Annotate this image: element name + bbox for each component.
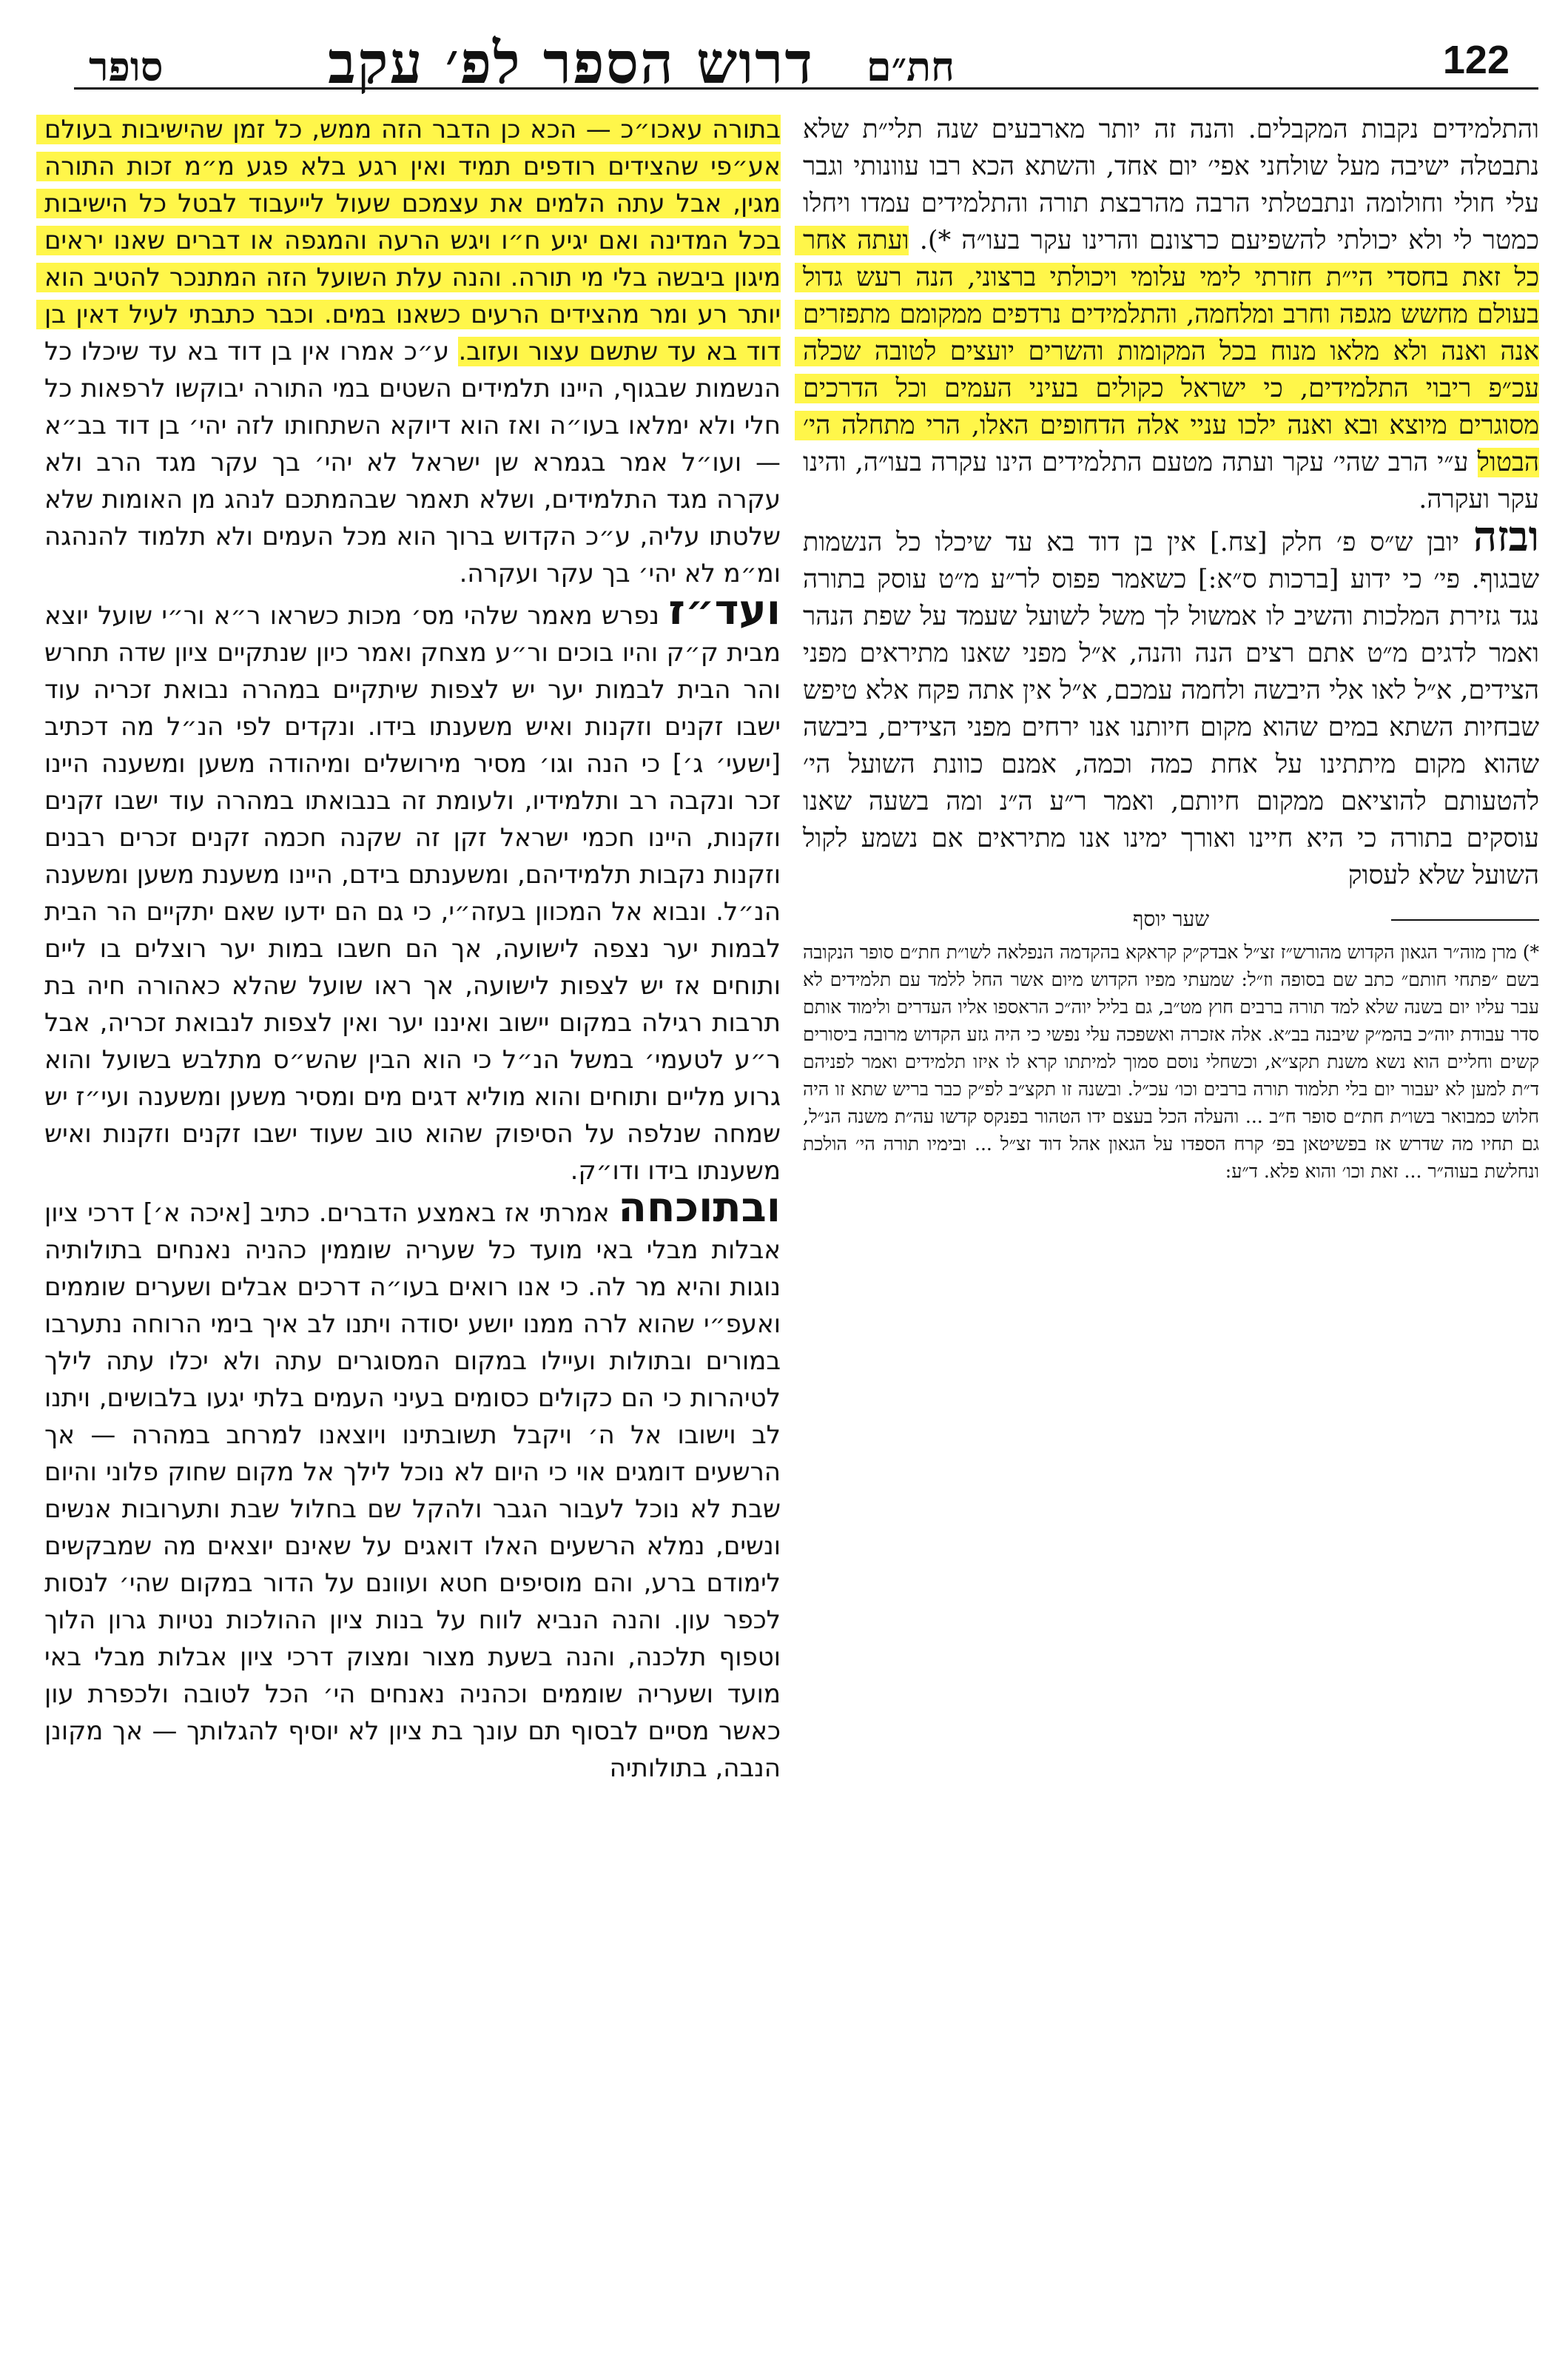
left-paragraph-1 xyxy=(36,111,781,592)
footnote-text: *) מרן מוה״ר הגאון הקדוש מהורש״ז זצ״ל אבדק״ק קראקא בהקדמה הנפלאה לשו״ת חת״ם סופר הנקובה בשם ״פתחי חותם״ כתב שם בסופה וז״ל: שמעתי מפיו הקדוש מיום אשר החל ללמד עם תלמידים לא עבר עליו יום בשנה שלא למד תורה ברבים חוץ מט״ב, גם בליל יוה״כ הראספו אליו העדרים ולימוד אותם סדר עבודת יוה״כ בהמ״ק שיבנה בב״א. אלה אזכרה ואשפכה עלי נפשי כי היה גזע הקדוש מרובה ביסורים קשים וחליים הוא נשא משנת תקצ״א, וכשחלי נוסם סמוך למיתתו קרא לו איזו תלמידים ואמר לפניהם ד״ת למען לא יעבור יום בלי תלמוד תורה ברבים וכו׳ עכ״ל. ובשנה זו תקצ״ב לפ״ק כבר בריש שתא זו היה חלוש כמבואר בשו״ת חת״ם סופר ח״ב ... והעלה הכל בעצם ידו הטהור בפנקס קדשו עה״ת משנה הנ״ל, גם תחיו מה שדרש אז בפשיטאן בפ׳ קרח הספדו על הגאון אהל דוד זצ״ל ... ובימיו תורה הי׳ הולכת ונחלשת בעוה״ר ... זאת וכו׳ והוא פלא. ד״ע: xyxy=(797,941,1539,1182)
right-paragraph-1 xyxy=(794,111,1539,518)
paragraph-lead-word: ועד״ז xyxy=(668,586,781,634)
running-head-title: דרוש הספר לפ׳ עקב xyxy=(328,30,814,97)
running-head-left: סופר xyxy=(89,43,164,90)
paragraph-lead-word: ובזה xyxy=(1473,512,1539,561)
page-number: 122 xyxy=(1442,38,1510,82)
highlighted-passage-left: בתורה עאכו״כ — הכא כן הדבר הזה ממש, כל זמן שהישיבות בעולם אע״פי שהצידים רודפים תמיד ואין רגע בלא פגע מ״מ זכות התורה מגין, אבל עתה הלמים את עצמכם שעול לייעבוד לבטל כל הישיבות בכל המדינה ואם יגיע ח״ו ויגש הרעה והמגפה או דברים שאנו יראים מיגון ביבשה בלי מי תורה. והנה עלת השועל הזה המתנכר להטיב הוא יותר רע ומר מהצידים הרעים כשאנו במים. וכבר כתבתי לעיל דאין בן דוד בא עד שתשם עצור ועזוב. xyxy=(36,115,781,366)
left-paragraph-3-text: אמרתי אז באמצע הדברים. כתיב [איכה א׳] דרכי ציון אבלות מבלי באי מועד כל שעריה שוממין כהניה נאנחים בתולותיה נוגות והיא מר לה. כי אנו רואים בעו״ה דרכים אבלים ושערים שוממים ואעפ״י שהוא לרה ממנו יושע יסודה ויתנו לב איך בימי הרוחה נתערבו במורים ובתולות ועיילו במקום המסוגרים עתה ולא יכלו עתה לילך לטיהרות כי הם כקולים כסומים בעיני העמים בלתי יגעו בלבושים, ויתנו לב וישובו אל ה׳ ויקבל תשובתינו ויוצאנו למרחב במהרה — אך הרשעים דומגים אוי כי היום לא נוכל לילך אל מקום שחוק פלוני והיום שבת לא נוכל לעבור הגבר ולהקל שם בחלול שבת ותערובות אנשים ונשים, נמלא הרשעים האלו דואגים על שאינם יוצאים מה שמבקשים לימודם ברע, והם מוסיפים חטא ועוונם על הדור במקום שהי׳ לנסות לכפר עון. והנה הנביא לווח על בנות ציון ההולכות נטיות גרון הלוך וטפוף תלכנה, והנה בשעת מצור ומצוק דרכי ציון אבלות מבלי באי מועד ושעריה שוממים וכהניה נאנחים הי׳ הכל לטובה ולכפרת עון כאשר מסיים לבסוף תם עונך בת ציון לא יוסיף להגלותך — אך מקונן הנבה, בתולותיה xyxy=(36,1198,781,1783)
running-head-right: חת״ם xyxy=(866,43,955,90)
highlighted-passage-right: ועתה אחר כל זאת בחסדי הי״ת חזרתי לימי עלומי ויכולתי ברצוני, הנה רעש גדול בעולם מחשש מגפה וחרב ומלחמה, והתלמידים נרדפים ממקומם מתפזרים אנה ואנה ולא מלאו מנוח בכל המקומות והשרים יועצים לטובה שכלה עכ״פ ריבוי התלמידים, כי ישראל כקולים בעיני העמים וכל הדרכים מסוגרים מיוצא ובא ואנה ילכו עניי אלה הדחופים האלו, הרי מתחלה הי׳ הבטול xyxy=(794,226,1539,477)
right-column xyxy=(794,111,1539,2324)
footnote-section-title: שער יוסף xyxy=(803,904,1539,934)
right-text-opening: והתלמידים נקבות המקבלים. והנה זה יותר מארבעים שנה תלי״ת שלא נתבטלה ישיבה מעל שולחני אפי׳ יום אחד, והשתא הכא רבו עוונותי וגבר עלי חולי וחולומה ונתבטלתי הרבה מהרבצת תורה והתלמידים עמדו ויחלו כמטר לי ולא יכולתי להשפיעם כרצונם והרינו עקר בעו״ה *). xyxy=(794,115,1539,255)
right-paragraph-2-text: יובן ש״ס פ׳ חלק [צח.] אין בן דוד בא עד שיכלו כל הנשמות שבגוף. פי׳ כי ידוע [ברכות ס״א:] כשאמר פפוס לר״ע מ״ט עוסק בתורה נגד גזירת המלכות והשיב לו אמשול לך משל לשועל שעמד על שפת הנהר ואמר לדגים מ״ט אתם רצים הנה והנה, א״ל מפני שאנו מתיראים מפני הצידים, א״ל לאו אלי היבשה ולחמה עמכם, א״ל אין אתה פקח אלא טיפש שבחיות השתא במים שהוא מקום חיותנו אנו ירחים מפני הצידים, ביבשה שהוא מקום מיתתינו על אחת כמה וכמה, אמנם כוונת השועל הי׳ להטעותם להוציאם ממקום חיותם, ואמר ר״ע ה״נ ומה בשעה שאנו עוסקים בתורה כי היא חיינו ואורך ימינו אנו מתיראים אם נשמע לקול השועל שלא לעסוק xyxy=(794,528,1539,890)
left-paragraph-2 xyxy=(36,586,781,1189)
paragraph-lead-word: ובתוכחה xyxy=(618,1183,781,1232)
page-header xyxy=(44,21,1524,110)
left-paragraph-2-text: נפרש מאמר שלהי מס׳ מכות כשראו ר״א ור״י שועל יוצא מבית ק״ק והיו בוכים ור״ע מצחק ואמר כיון שנתקיים ציון שדה תחרש והר הבית לבמות יער יש לצפות שיתקיים במהרה נבואת זכריה עוד ישבו זקנים וזקנות ואיש משענתו בידו. ונקדים לפי הנ״ל מה דכתיב [ישעי׳ ג׳] כי הנה וגו׳ מסיר מירושלים ומיהודה משען ומשענה היינו זכר ונקבה רב ותלמידיו, ולעומת זה בנבואתו במהרה עוד ישבו זקנים וזקנות, היינו חכמי ישראל זקן זה שקנה חכמה זקנים זכרים רבנים וזקנות נקבות תלמידיהם, ומשענתם בידם, היינו משענת משען ומשענה הנ״ל. ונבוא אל המכוון בעזה״י, כי גם הם ידעו שאם יתקיים הר הבית לבמות יער נצפה לישועה, אך הם חשבו במות יער רוצלים בו ליים ותוחים אז יש לצפות לישועה, אך ראו שועל שהלא כאהורה חיה בת תרבות רגילה במקום יישוב ואיננו יער ואין לצפות לנבואת זכריה, אבל ר״ע לטעמי׳ במשל הנ״ל כי הוא הבין שהש״ס מתלבש בשועל והוא גרוע מליים ותוחים והוא מוליא דגים מים ומסיר משען ומשענה ועי״ז יש שמחה שנלפה על הסיפוק שהוא טוב שעוד ישבו זקנים וזקנות ואיש משענתו בידו ודו״ק. xyxy=(36,601,781,1186)
right-paragraph-2 xyxy=(794,512,1539,894)
left-column xyxy=(36,111,781,2339)
right-text-closing: ע״י הרב שהי׳ עקר ועתה מטעם התלמידים הינו עקרה בעו״ה, והינו עקר ועקרה. xyxy=(794,448,1539,514)
left-paragraph-3 xyxy=(36,1183,781,1787)
header-rule xyxy=(74,87,1538,90)
left-paragraph-1-text: ע״כ אמרו אין בן דוד בא עד שיכלו כל הנשמות שבגוף, היינו תלמידים השטים במי התורה יבוקשו לרפאות כל חלי ולא ימלאו בעו״ה ואז הוא דיוקא השתחותו לזה יהי׳ בן דוד בב״א — ועו״ל אמר בגמרא שן ישראל לא יהי׳ בך עקר מגד הרב ולא עקרה מגד התלמידים, ושלא תאמר שבהמתכם לנהג מן האומות שלא שלטתו עליה, ע״כ הקדוש ברוך הוא מכל העמים ולא תלמוד להנהגה ומ״מ לא יהי׳ בך עקר ועקרה. xyxy=(36,337,781,588)
